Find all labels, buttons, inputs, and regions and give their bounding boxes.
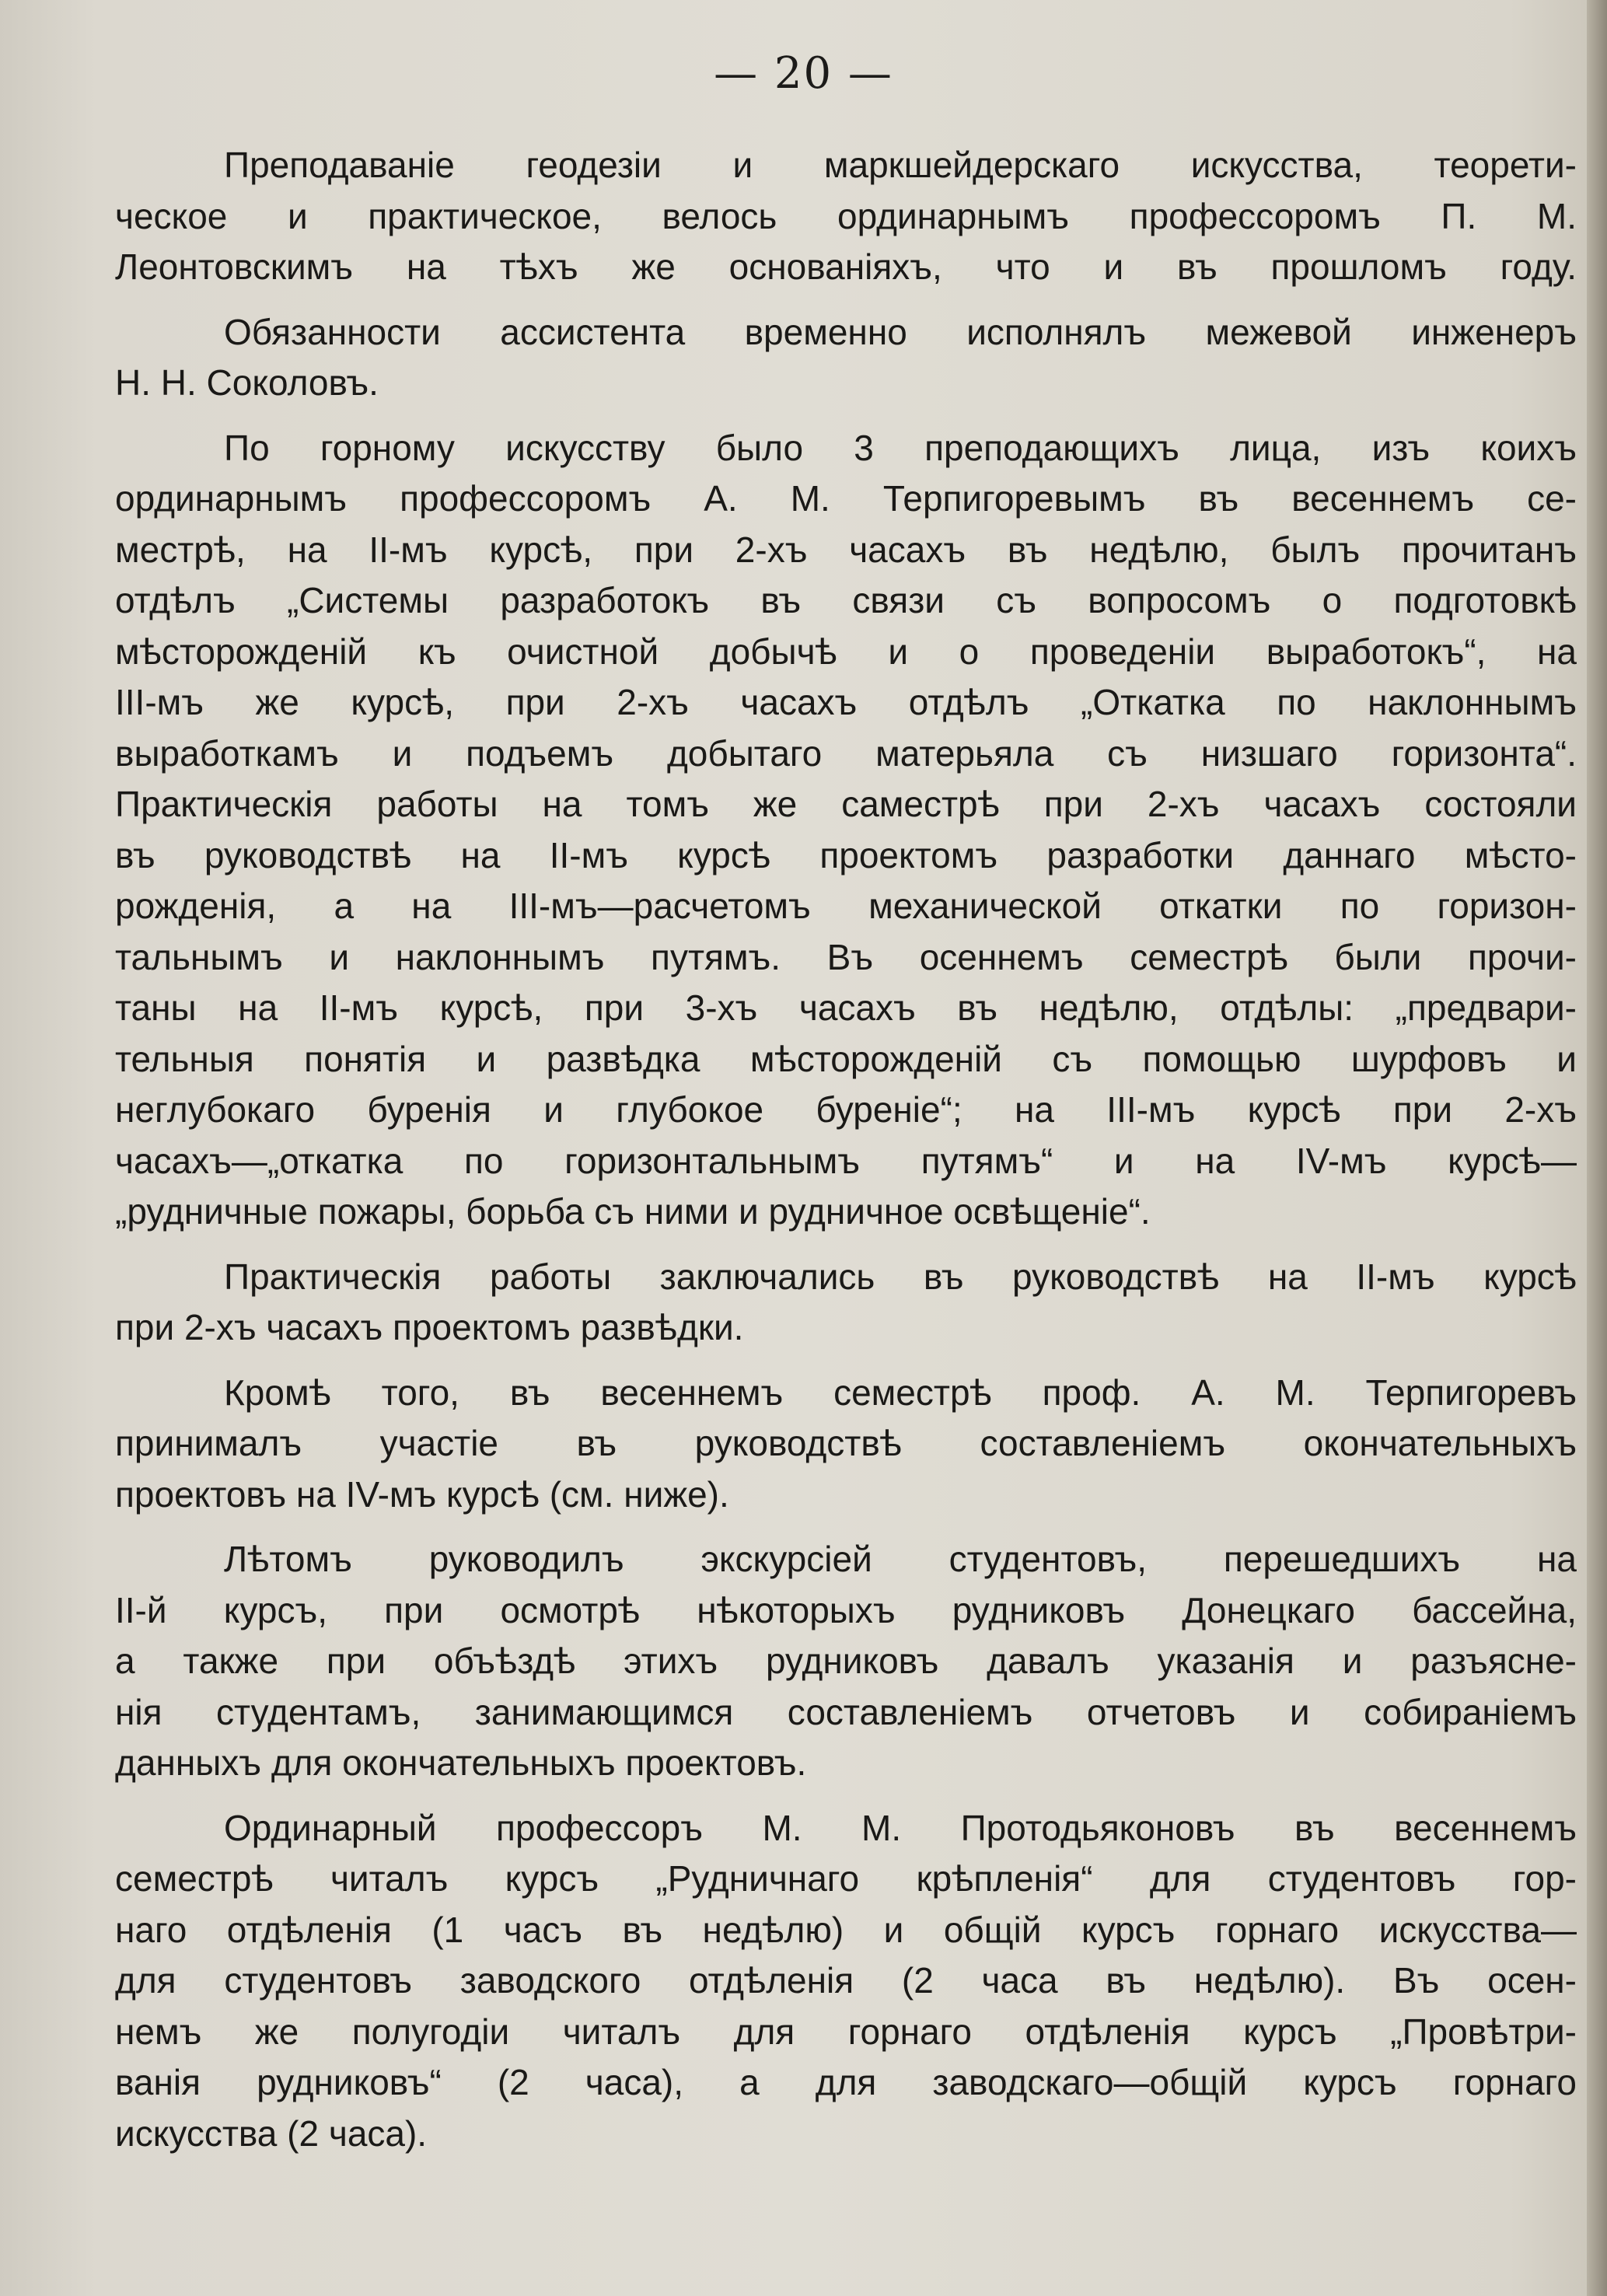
text-line: Обязанности ассистента временно исполнялъ межевой инженеръ (224, 311, 1577, 352)
text-line: Преподаванiе геодезiи и маркшейдерскаго искусства, теорети- (224, 145, 1577, 185)
text-line: искусства (2 часа). (115, 2113, 428, 2154)
paragraph-mining-art (115, 423, 1577, 1238)
paragraph-practical-work (115, 1252, 1577, 1354)
text-line: Леонтовскимъ на тѣхъ же основанiяхъ, что и въ прошломъ году. (115, 246, 1577, 287)
text-line: „рудничные пожары, борьба съ ними и рудничное освѣщенiе“. (115, 1191, 1151, 1232)
text-line: II-й курсъ, при осмотрѣ нѣкоторыхъ рудниковъ Донецкаго бассейна, (115, 1589, 1577, 1630)
text-line: Ординарный профессоръ М. М. Протодьяконовъ въ весеннемъ (224, 1807, 1577, 1848)
text-line: при 2-хъ часахъ проектомъ развѣдки. (115, 1307, 744, 1347)
text-line: ванiя рудниковъ“ (2 часа), а для заводскаго—общiй курсъ горнаго (115, 2062, 1577, 2102)
paragraph-geodesy (115, 140, 1577, 293)
text-line: семестрѣ читалъ курсъ „Рудничнаго крѣпленiя“ для студентовъ гор- (115, 1858, 1577, 1899)
text-line: отдѣлъ „Системы разработокъ въ связи съ вопросомъ о подготовкѣ (115, 580, 1577, 620)
text-line: тельныя понятiя и развѣдка мѣсторожденiй съ помощью шурфовъ и (115, 1038, 1577, 1079)
text-line: Кромѣ того, въ весеннемъ семестрѣ проф. А. М. Терпигоревъ (224, 1372, 1577, 1413)
body-text (115, 140, 1577, 2173)
paragraph-summer-excursion (115, 1534, 1577, 1789)
text-line: проектовъ на IV-мъ курсѣ (см. ниже). (115, 1473, 729, 1515)
paragraph-assistant (115, 307, 1577, 409)
page-edge-shadow (1587, 0, 1607, 2296)
text-line: наго отдѣленiя (1 часъ въ недѣлю) и общiй курсъ горнаго искусства— (115, 1909, 1577, 1950)
paragraph-protodyakonov (115, 1803, 1577, 2160)
text-line: тальнымъ и наклоннымъ путямъ. Въ осеннемъ семестрѣ были прочи- (115, 936, 1577, 977)
text-line: По горному искусству было 3 преподающихъ лица, изъ коихъ (224, 427, 1577, 468)
text-line: нiя студентамъ, занимающимся составленiемъ отчетовъ и собиранiемъ (115, 1691, 1577, 1732)
paragraph-spring-semester (115, 1368, 1577, 1521)
text-line: неглубокаго буренiя и глубокое буренiе“; на III-мъ курсѣ при 2-хъ (115, 1089, 1577, 1130)
text-line: Практическiя работы на томъ же саместрѣ при 2-хъ часахъ состояли (115, 784, 1577, 824)
text-line: Практическiя работы заключались въ руководствѣ на II-мъ курсѣ (224, 1256, 1577, 1297)
text-line: ческое и практическое, велось ординарнымъ профессоромъ П. М. (115, 195, 1577, 236)
text-line: часахъ—„откатка по горизонтальнымъ путямъ“ и на IV-мъ курсѣ— (115, 1140, 1577, 1181)
text-line: рожденiя, а на III-мъ—расчетомъ механической откатки по горизон- (115, 886, 1577, 926)
text-line: для студентовъ заводского отдѣленiя (2 часа въ недѣлю). Въ осен- (115, 1960, 1577, 2001)
text-line: Лѣтомъ руководилъ экскурсiей студентовъ, перешедшихъ на (224, 1539, 1577, 1579)
text-line: III-мъ же курсѣ, при 2-хъ часахъ отдѣлъ „Откатка по наклоннымъ (115, 682, 1577, 722)
text-line: а также при объѣздѣ этихъ рудниковъ давалъ указанiя и разъясне- (115, 1641, 1577, 1681)
text-line: Н. Н. Соколовъ. (115, 362, 379, 403)
text-line: въ руководствѣ на II-мъ курсѣ проектомъ разработки даннаго мѣсто- (115, 834, 1577, 875)
text-line: мѣсторожденiй къ очистной добычѣ и о проведенiи выработокъ“, на (115, 631, 1577, 672)
page-number: — 20 — (714, 48, 893, 99)
text-line: местрѣ, на II-мъ курсѣ, при 2-хъ часахъ въ недѣлю, былъ прочитанъ (115, 529, 1577, 570)
text-line: данныхъ для окончательныхъ проектовъ. (115, 1742, 807, 1783)
text-line: выработкамъ и подъемъ добытаго матерьяла съ низшаго горизонта“. (115, 732, 1577, 774)
text-line: таны на II-мъ курсѣ, при 3-хъ часахъ въ недѣлю, отдѣлы: „предвари- (115, 987, 1577, 1028)
text-line: немъ же полугодiи читалъ для горнаго отдѣленiя курсъ „Провѣтри- (115, 2011, 1577, 2052)
text-line: принималъ участiе въ руководствѣ составленiемъ окончательныхъ (115, 1423, 1577, 1463)
text-line: ординарнымъ профессоромъ А. М. Терпигоревымъ въ весеннемъ се- (115, 478, 1577, 519)
